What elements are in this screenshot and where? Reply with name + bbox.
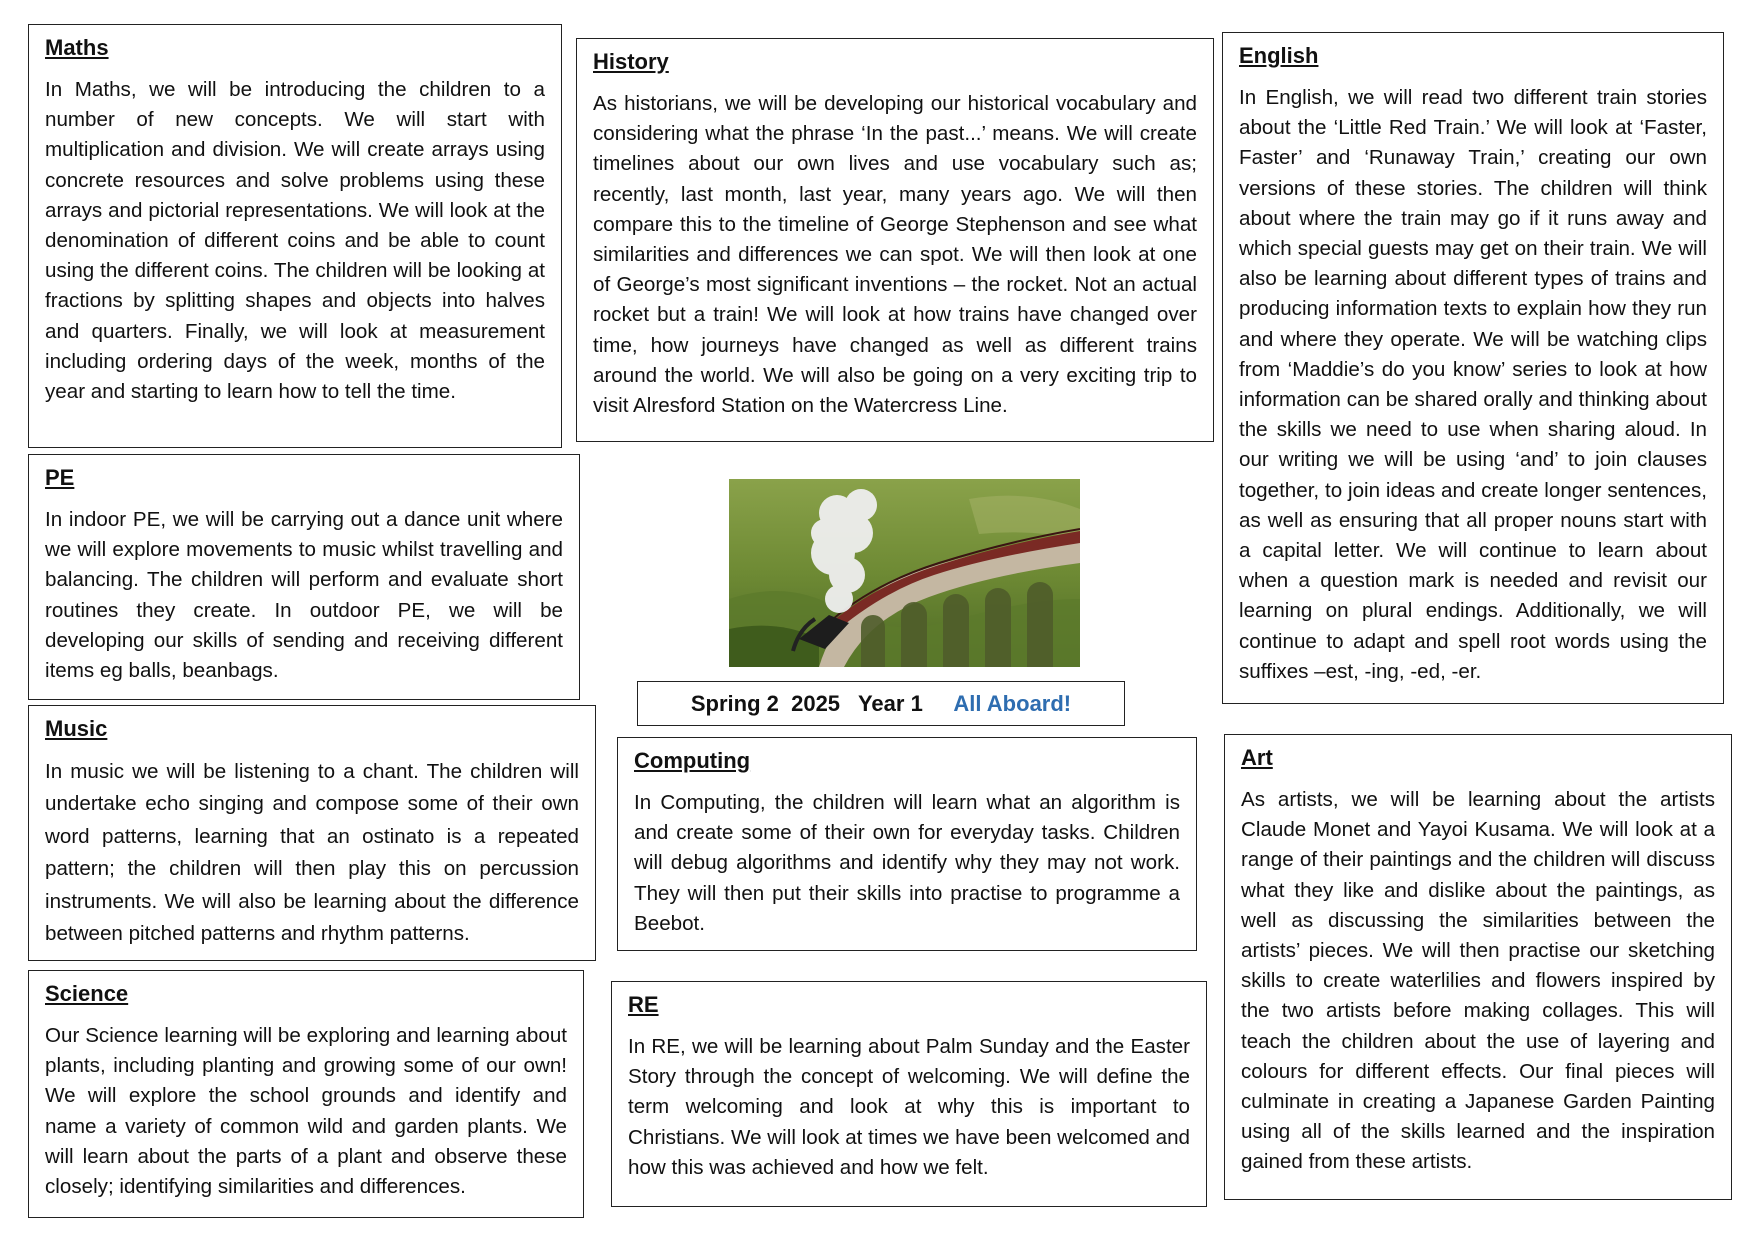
art-heading: Art (1241, 745, 1273, 770)
art-box (1224, 734, 1732, 1200)
english-heading: English (1239, 43, 1319, 68)
pe-heading: PE (45, 465, 75, 490)
maths-heading: Maths (45, 35, 109, 60)
english-body: In English, we will read two different train stories about the ‘Little Red Train.’ We will look at ‘Faster, Faster’ and ‘Runaway Train,’ creating our own versions of these stories. The children will think about where the train may go if it runs away and which special guests may get on their train. We will also be learning about different types of trains and producing information texts to explain how they run and where they operate. We will be watching clips from ‘Maddie’s do you know’ series to look at how information can be shared orally and thinking about the skills we need to use when sharing aloud. In our writing we will be using ‘and’ to join clauses together, to join ideas and create longer sentences, as well as ensuring that all proper nouns start with a capital letter. We will continue to learn about when a question mark is needed and revisit our learning on plural endings. Additionally, we will continue to adapt and spell root words using the suffixes –est, -ing, -ed, -er. (1239, 86, 1707, 683)
term-year-label: Spring 2 2025 Year 1 (690, 690, 923, 716)
history-heading: History (593, 49, 669, 74)
science-body: Our Science learning will be exploring and learning about plants, including planting and growing some of our own! We will explore the school grounds and identify and name a variety of common wild and garden plants. We will learn about the parts of a plant and observe these closely; identifying similarities and differences. (45, 1024, 567, 1199)
history-box (576, 38, 1214, 442)
computing-box (617, 737, 1197, 951)
re-box (611, 981, 1207, 1207)
english-box (1222, 32, 1724, 704)
music-body: In music we will be listening to a chant. The children will undertake echo singing and compose some of their own word patterns, learning that an ostinato is a repeated pattern; the children will then play this on percussion instruments. We will also be learning about the difference between pitched patterns and rhythm patterns. (45, 760, 579, 946)
re-body: In RE, we will be learning about Palm Sunday and the Easter Story through the concept of welcoming. We will define the term welcoming and look at why this is important to Christians. We will look at times we have been welcomed and how this was achieved and how we felt. (628, 1035, 1190, 1179)
computing-heading: Computing (634, 748, 751, 773)
maths-body: In Maths, we will be introducing the children to a number of new concepts. We will start with multiplication and division. We will create arrays using concrete resources and solve problems using these arrays and pictorial representations. We will look at the denomination of different coins and be able to count using the different coins. The children will be looking at fractions by splitting shapes and objects into halves and quarters. Finally, we will look at measurement including ordering days of the week, months of the year and starting to learn how to tell the time. (45, 78, 545, 404)
pe-box (28, 454, 580, 700)
science-heading: Science (45, 981, 129, 1006)
computing-body: In Computing, the children will learn what an algorithm is and create some of their own for everyday tasks. Children will debug algorithms and identify why they may not work. They will then put their skills into practise to programme a Beebot. (634, 791, 1180, 935)
title-bar (637, 681, 1125, 726)
music-box (28, 705, 596, 961)
topic-title: All Aboard! (953, 690, 1072, 716)
music-heading: Music (45, 716, 108, 741)
art-body: As artists, we will be learning about the artists Claude Monet and Yayoi Kusama. We will look at a range of their paintings and the children will discuss what they like and dislike about the paintings, as well as discussing the similarities between the artists’ pieces. We will then practise our sketching skills to create waterlilies and flowers inspired by the two artists before making collages. This will teach the children about the use of layering and colours for different effects. Our final pieces will culminate in creating a Japanese Garden Painting using all of the skills learned and the inspiration gained from these artists. (1241, 788, 1715, 1174)
steam-train-viaduct-image (729, 479, 1080, 667)
re-heading: RE (628, 992, 659, 1017)
science-box (28, 970, 584, 1218)
maths-box (28, 24, 562, 448)
history-body: As historians, we will be developing our historical vocabulary and considering what the phrase ‘In the past...’ means. We will create timelines about our own lives and use vocabulary such as; recently, last month, last year, many years ago. We will then compare this to the timeline of George Stephenson and see what similarities and differences we can spot. We will then look at one of George’s most significant inventions – the rocket. Not an actual rocket but a train! We will look at how trains have changed over time, how journeys have changed as well as different trains around the world. We will also be going on a very exciting trip to visit Alresford Station on the Watercress Line. (593, 92, 1197, 418)
pe-body: In indoor PE, we will be carrying out a dance unit where we will explore movements to music whilst travelling and balancing. The children will perform and evaluate short routines they create. In outdoor PE, we will be developing our skills of sending and receiving different items eg balls, beanbags. (45, 508, 563, 683)
